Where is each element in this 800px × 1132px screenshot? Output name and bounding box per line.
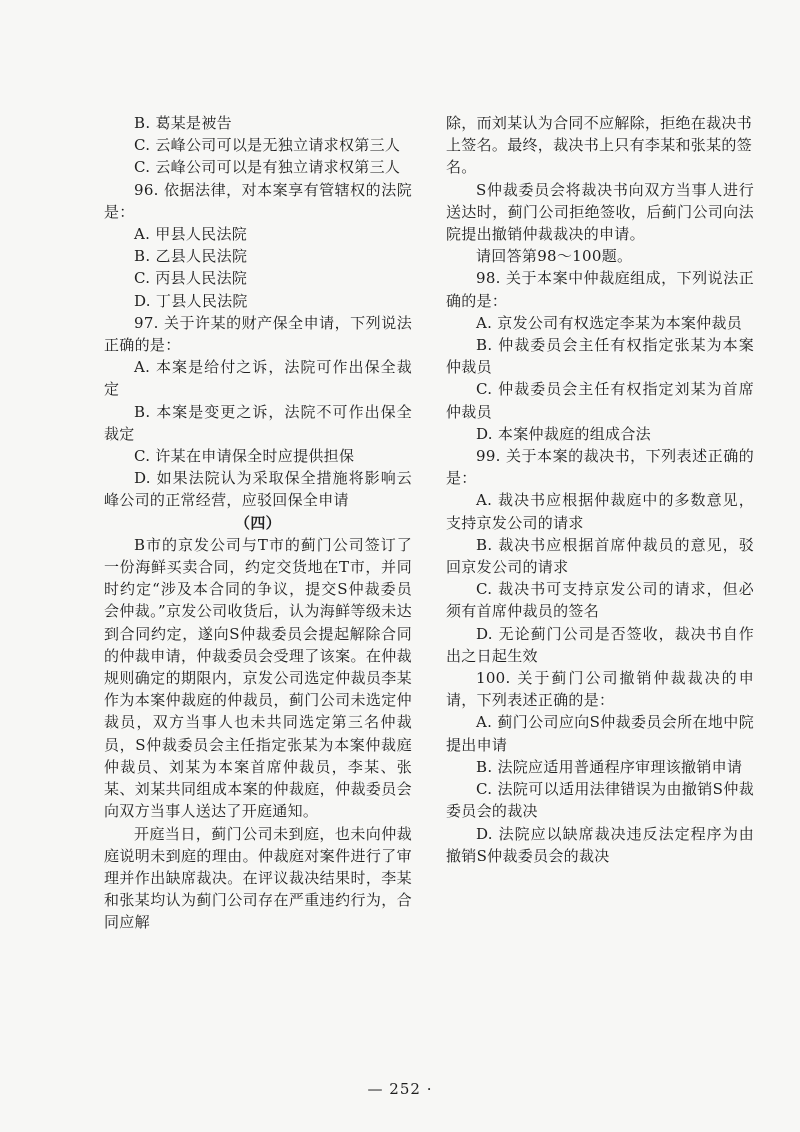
question-99-option: D. 无论蓟门公司是否签收，裁决书自作出之日起生效 [446,624,754,665]
question-99-option: A. 裁决书应根据仲裁庭中的多数意见，支持京发公司的请求 [446,491,754,532]
question-96-option: D. 丁县人民法院 [134,291,248,310]
question-99-option: B. 裁决书应根据首席仲裁员的意见，驳回京发公司的请求 [446,535,754,577]
case-paragraph: 开庭当日，蓟门公司未到庭，也未向仲裁庭说明未到庭的理由。仲裁庭对案件进行了审理并作出缺席裁决。在评议裁决结果时，李某和张某均认为蓟门公司存在严重违约行为，合同应解 [104,824,412,932]
question-96-option: C. 丙县人民法院 [134,269,248,288]
question-97-option: C. 许某在申请保全时应提供担保 [134,447,355,466]
question-97-option: A. 本案是给付之诉，法院可作出保全裁定 [104,358,412,399]
question-98-stem: 98. 关于本案中仲裁庭组成，下列说法正确的是： [446,269,754,310]
question-96-option: B. 乙县人民法院 [134,247,248,266]
question-98-option: B. 仲裁委员会主任有权指定张某为本案仲裁员 [446,336,754,377]
question-99-stem: 99. 关于本案的裁决书，下列表述正确的是： [446,447,754,488]
question-97-stem: 97. 关于许某的财产保全申请，下列说法正确的是： [104,313,412,355]
case-paragraph-continued: 除，而刘某认为合同不应解除，拒绝在裁决书上签名。最终，裁决书上只有李某和张某的签名。 [446,114,753,177]
case-paragraph: B市的京发公司与T市的蓟门公司签订了一份海鲜买卖合同，约定交货地在T市，并同时约定“涉及本合同的争议，提交S仲裁委员会仲裁。”京发公司收货后，认为海鲜等级未达到合同约定，遂向S仲裁委员会提起解除合同的仲裁申请，仲裁委员会受理了该案。在仲裁规则确定的期限内，京发公司选定仲裁员李某作为本案仲裁庭的仲裁员，蓟门公司未选定仲裁员，双方当事人也未共同选定第三名仲裁员，S仲裁委员会主任指定张某为本案仲裁庭仲裁员、刘某为本案首席仲裁员，李某、张某、刘某共同组成本案的仲裁庭，仲裁委员会向双方当事人送达了开庭通知。 [104,535,412,821]
question-100-option: A. 蓟门公司应向S仲裁委员会所在地中院提出申请 [446,713,754,754]
question-100-option: C. 法院可以适用法律错误为由撤销S仲裁委员会的裁决 [446,780,754,821]
question-97-option: D. 如果法院认为采取保全措施将影响云峰公司的正常经营，应驳回保全申请 [104,469,412,510]
right-column [446,112,754,867]
section-title: （四） [235,513,281,532]
question-98-option: A. 京发公司有权选定李某为本案仲裁员 [476,313,743,332]
page-number: — 252 · [367,1080,433,1098]
question-100-option: B. 法院应适用普通程序审理该撤销申请 [476,757,743,776]
question-100-option: D. 法院应以缺席裁决违反法定程序为由撤销S仲裁委员会的裁决 [446,824,754,865]
question-98-option: C. 仲裁委员会主任有权指定刘某为首席仲裁员 [446,380,754,421]
question-98-option: D. 本案仲裁庭的组成合法 [476,424,651,443]
option-line: C. 云峰公司可以是有独立请求权第三人 [134,158,401,177]
left-column [104,112,412,934]
question-99-option: C. 裁决书可支持京发公司的请求，但必须有首席仲裁员的签名 [446,580,754,621]
option-line: B. 葛某是被告 [134,114,232,132]
option-line: C. 云峰公司可以是无独立请求权第三人 [134,136,401,155]
question-96-stem: 96. 依据法律，对本案享有管辖权的法院是： [104,180,412,221]
question-97-option: B. 本案是变更之诉，法院不可作出保全裁定 [104,402,412,443]
case-paragraph: S仲裁委员会将裁决书向双方当事人进行送达时，蓟门公司拒绝签收，后蓟门公司向法院提出撤销仲裁裁决的申请。 [446,180,754,244]
question-96-option: A. 甲县人民法院 [134,225,248,244]
question-100-stem: 100. 关于蓟门公司撤销仲裁裁决的申请，下列表述正确的是： [446,669,754,710]
instruction-text: 请回答第98～100题。 [476,247,633,266]
